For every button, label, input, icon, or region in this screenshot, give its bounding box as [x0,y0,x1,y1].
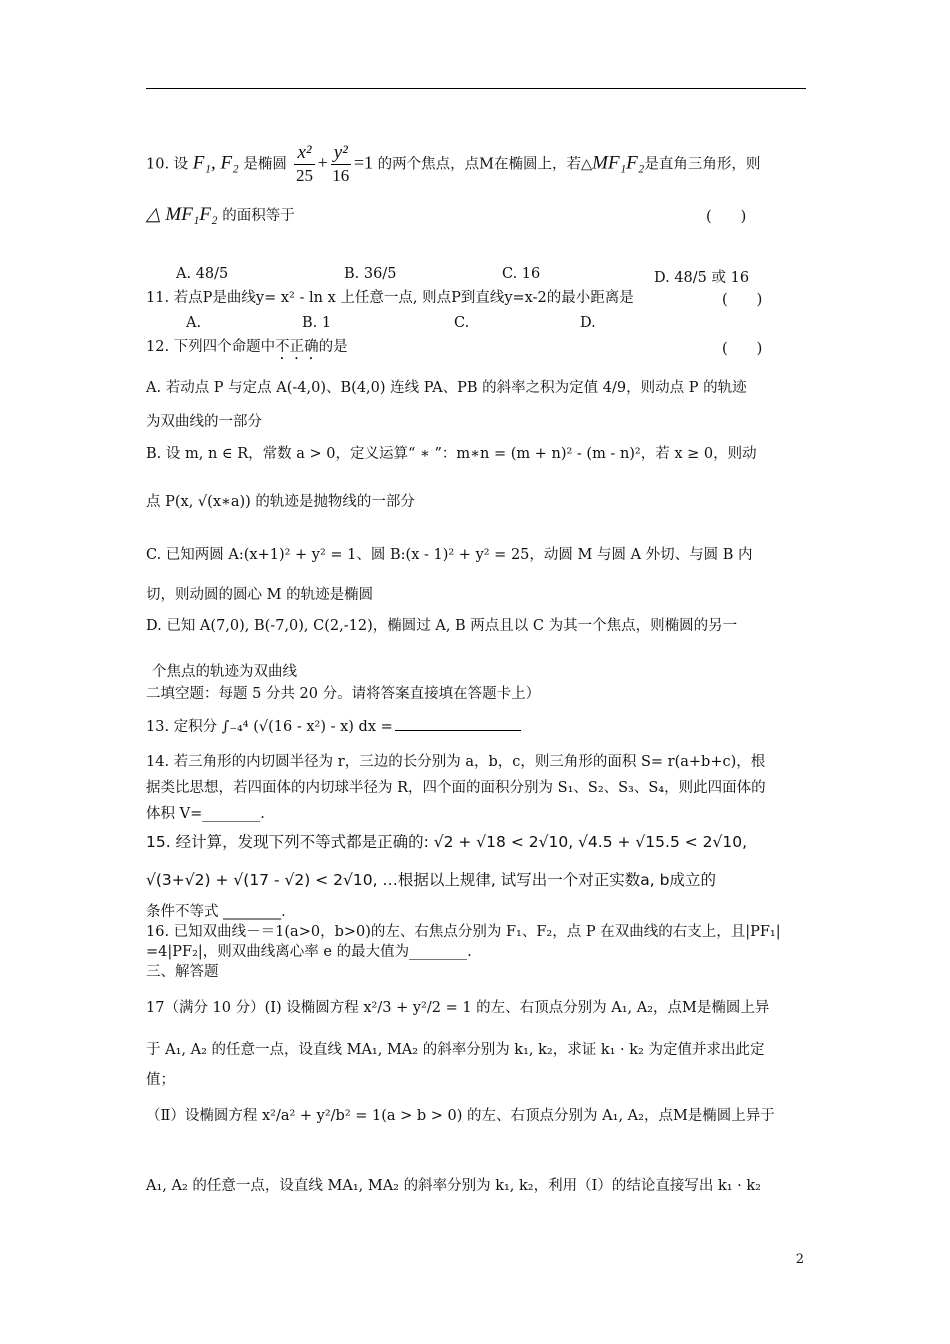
q10-option-b: B. 36/5 [344,266,397,282]
q11-option-c: C. [454,315,470,331]
section-fill-in-heading: 二填空题：每题 5 分共 20 分。请将答案直接填在答题卡上） [146,686,541,702]
q12-answer-paren: ( ) [722,341,763,357]
q10-answer-paren: ( ) [706,209,747,225]
q17-line4: （Ⅱ）设椭圆方程 x²/a² + y²/b² = 1(a > b > 0) 的左、右顶点分别为 A₁, A₂，点M是椭圆上异于 [146,1108,775,1124]
q10-end-text: 是直角三角形，则 [644,156,761,173]
header-rule [146,88,806,89]
q11-option-b: B. 1 [302,315,332,331]
q12-title-emphasis: 不正确 [275,339,319,355]
q10-mid-text: 是椭圆 [243,156,287,173]
q11-text: 11. 若点P是曲线y= x² - ln x 上任意一点, 则点P到直线y=x-2的最小距离是 [146,290,634,306]
q10-line1: 10. 设 F₁, F₂ 是椭圆 $\frac{\text{x²}}{25}$ + $\frac{\text{y²}}{16}$ =1 的两个焦点，点M在椭圆上，若△MF₁F₂是直角三角形，则 [146,142,761,185]
q10-prefix: 10. 设 [146,156,189,173]
q10-eq: =1 [353,152,374,173]
q15-line2: √(3+√2) + √(17 - √2) < 2√10, …根据以上规律, 试写出一个对正实数a, b成立的 [146,871,716,889]
q11-answer-paren: ( ) [722,292,763,308]
q14-line2: 据类比思想，若四面体的内切球半径为 R，四个面的面积分别为 S₁、S₂、S₃、S₄，则此四面体的 [146,780,766,796]
q12-title-c: 的是 [318,339,348,355]
q12-option-b-line1: B. 设 m, n ∈ R，常数 a > 0，定义运算“ ∗ ”：m∗n = (m + n)² - (m - n)²，若 x ≥ 0，则动 [146,446,757,462]
q13-answer-blank[interactable] [395,716,521,731]
q12-option-b-line2: 点 P(x, √(x∗a)) 的轨迹是抛物线的一部分 [146,494,415,510]
q11-option-d: D. [580,315,596,331]
q12-option-d-line1: D. 已知 A(7,0), B(-7,0), C(2,-12)，椭圆过 A, B 两点且以 C 为其一个焦点，则椭圆的另一 [146,618,738,634]
q13-text: 13. 定积分 ∫₋₄⁴ (√(16 - x²) - x) dx = [146,719,393,735]
q17-line2: 于 A₁, A₂ 的任意一点，设直线 MA₁, MA₂ 的斜率分别为 k₁, k₂，求证 k₁ · k₂ 为定值并求出此定 [146,1042,765,1058]
q14-line1: 14. 若三角形的内切圆半径为 r，三边的长分别为 a，b，c，则三角形的面积 S= r(a+b+c)，根 [146,754,766,770]
q10-after-text: 的两个焦点，点M在椭圆上，若△ [377,156,593,173]
q17-line3: 值； [146,1072,175,1088]
q15-line1: 15. 经计算，发现下列不等式都是正确的: √2 + √18 < 2√10, √4.5 + √15.5 < 2√10, [146,833,748,851]
q16-line1: 16. 已知双曲线－＝1(a>0，b>0)的左、右焦点分别为 F₁、F₂，点 P 在双曲线的右支上，且|PF₁| [146,924,781,940]
q12-option-a-line2: 为双曲线的一部分 [146,414,262,430]
q12-option-d-line2: 个焦点的轨迹为双曲线 [152,664,297,680]
q10-frac-y: $\frac{\text{y²}}{16}$ [332,142,350,185]
q12-option-c-line2: 切，则动圆的圆心 M 的轨迹是椭圆 [146,587,374,603]
section-answer-heading: 三、解答题 [146,964,219,980]
q13-line [146,716,810,737]
q17-line1: 17（满分 10 分）(Ⅰ) 设椭圆方程 x²/3 + y²/2 = 1 的左、右顶点分别为 A₁, A₂，点M是椭圆上异 [146,1000,770,1016]
q12-title-a: 12. 下列四个命题中 [146,339,276,355]
q11-option-a: A. [186,315,202,331]
q10-triangle: MF₁F₂ [592,152,645,174]
q16-line2: =4|PF₂|，则双曲线离心率 e 的最大值为________. [146,944,472,960]
q10-area-text: 的面积等于 [222,208,295,224]
q14-line3: 体积 V=________. [146,806,265,822]
q10-foci: F₁, F₂ [192,152,239,174]
q10-triangle-2: △ MF₁F₂ [146,204,218,225]
page-number: 2 [795,1252,804,1267]
q12-option-a-line1: A. 若动点 P 与定点 A(-4,0)、B(4,0) 连线 PA、PB 的斜率之积为定值 4/9，则动点 P 的轨迹 [146,380,747,396]
q10-option-d: D. 48/5 或 16 [654,270,750,286]
q15-line3: 条件不等式 ________. [146,904,286,920]
q10-frac-x: $\frac{\text{x²}}{25}$ [296,142,313,185]
q10-option-c: C. 16 [502,266,541,282]
q10-option-a: A. 48/5 [176,266,229,282]
q12-title [146,337,810,363]
q17-line5: A₁, A₂ 的任意一点，设直线 MA₁, MA₂ 的斜率分别为 k₁, k₂，利用（Ⅰ）的结论直接写出 k₁ · k₂ [146,1178,761,1194]
q12-option-c-line1: C. 已知两圆 A:(x+1)² + y² = 1、圆 B:(x - 1)² + y² = 25，动圆 M 与圆 A 外切、与圆 B 内 [146,547,753,563]
